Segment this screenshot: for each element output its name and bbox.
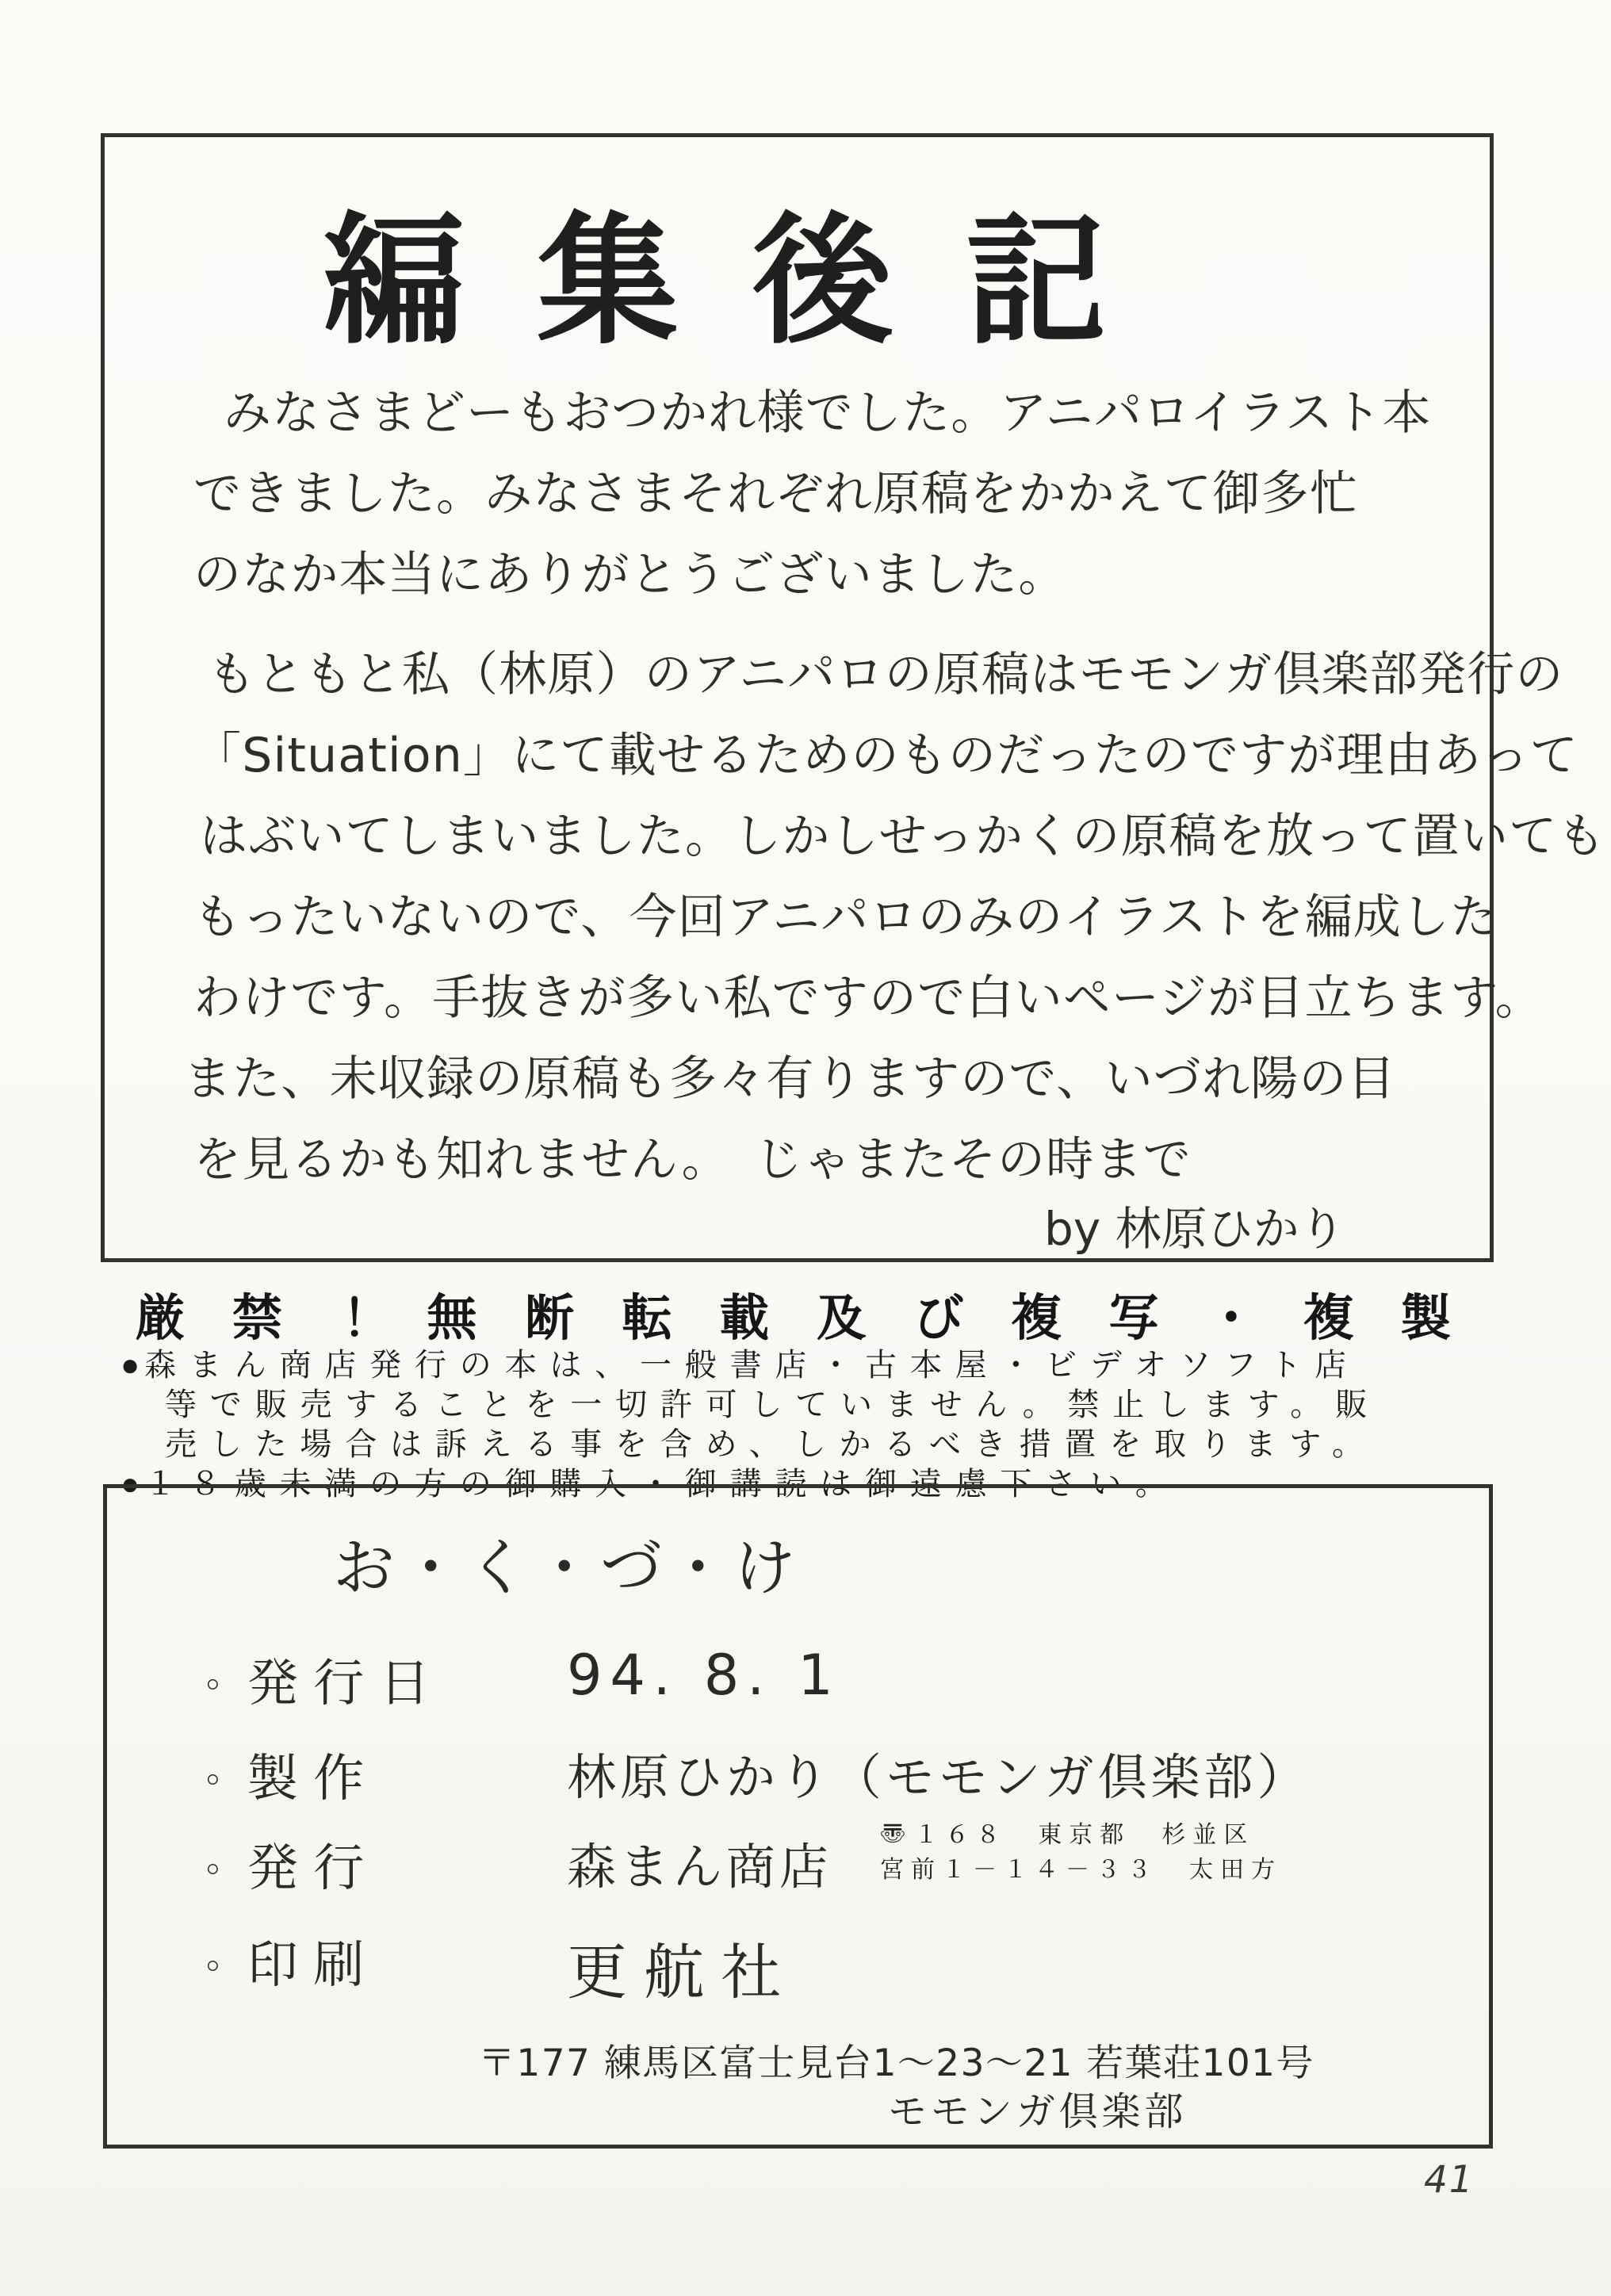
afterword-paragraph2-line: わけです。手抜きが多い私ですので白いページが目立ちます。 bbox=[193, 970, 1544, 1026]
colophon-label: 発行日 bbox=[247, 1655, 446, 1713]
afterword-paragraph1-line: みなさまどーもおつかれ様でした。アニパロイラスト本 bbox=[224, 385, 1431, 441]
circle-name: モモンガ倶楽部 bbox=[888, 2089, 1188, 2134]
colophon-value: 森まん商店 bbox=[567, 1838, 832, 1896]
row-marker-icon: 。 bbox=[206, 1652, 243, 1695]
afterword-signature: by 林原ひかり bbox=[1044, 1202, 1345, 1256]
colophon-label: 製作 bbox=[247, 1750, 380, 1808]
afterword-paragraph2-line: を見るかも知れません。 じゃまたその時まで bbox=[193, 1132, 1192, 1188]
notice-line bbox=[165, 1426, 1377, 1462]
publisher-address-line: 宮前１－１４－３３ 太田方 bbox=[880, 1857, 1282, 1883]
postal-mark-icon: 〠 bbox=[880, 1820, 909, 1848]
notice-text: １８歳未満の方の御購入・御講読は御遠慮下さい。 bbox=[144, 1466, 1181, 1502]
colophon-value: 林原ひかり（モモンガ倶楽部） bbox=[567, 1748, 1311, 1806]
notice-line bbox=[165, 1389, 1380, 1421]
colophon-value: 94. 8. 1 bbox=[567, 1643, 841, 1708]
afterword-paragraph1-line: のなか本当にありがとうございました。 bbox=[193, 547, 1067, 603]
row-marker-icon: 。 bbox=[206, 1934, 243, 1976]
row-marker-icon: 。 bbox=[206, 1837, 243, 1880]
circle-address-line: 〒177 練馬区富士見台1〜23〜21 若葉荘101号 bbox=[478, 2042, 1314, 2085]
colophon-row-publication-date bbox=[206, 1643, 841, 1716]
notice-text: 等で販売することを一切許可していません。禁止します。販 bbox=[165, 1387, 1380, 1422]
notice-heading: 厳禁！無断転載及び複写・複製 bbox=[135, 1291, 1498, 1346]
afterword-title: 編集後記 bbox=[323, 197, 1181, 363]
row-marker-icon: 。 bbox=[206, 1747, 243, 1790]
colophon-row-printer bbox=[206, 1924, 798, 2007]
bullet-icon: ● bbox=[121, 1347, 140, 1383]
colophon-section bbox=[103, 1484, 1493, 2149]
colophon-row-production bbox=[206, 1738, 1311, 1811]
afterword-paragraph2-line: また、未収録の原稿も多々有りますので、いづれ陽の目 bbox=[184, 1051, 1396, 1107]
colophon-title: お・く・づ・け bbox=[333, 1533, 801, 1604]
colophon-label: 発行 bbox=[247, 1839, 380, 1898]
publisher-address bbox=[880, 1816, 1282, 1888]
afterword-paragraph1-line: できました。みなさまそれぞれ原稿をかかえて御多忙 bbox=[193, 466, 1358, 522]
afterword-paragraph2-line: もともと私（林原）のアニパロの原稿はモモンガ倶楽部発行の bbox=[208, 647, 1564, 702]
afterword-paragraph2-line: 「Situation」にて載せるためのものだったのですが理由あって bbox=[193, 728, 1579, 783]
colophon-value: 更航社 bbox=[567, 1937, 798, 2007]
bullet-icon: ● bbox=[121, 1466, 140, 1502]
notice-text: 売した場合は訴える事を含め、しかるべき措置を取ります。 bbox=[165, 1426, 1377, 1462]
afterword-paragraph2-line: はぶいてしまいました。しかしせっかくの原稿を放って置いても bbox=[200, 809, 1606, 864]
page-number: 41 bbox=[1424, 2158, 1475, 2202]
notice-line bbox=[121, 1349, 1360, 1381]
colophon-label: 印刷 bbox=[247, 1936, 380, 1995]
notice-text: 森まん商店発行の本は、一般書店・古本屋・ビデオソフト店 bbox=[144, 1347, 1360, 1383]
publisher-address-line bbox=[880, 1816, 1282, 1853]
colophon-row-publisher bbox=[206, 1820, 1282, 1900]
publisher-address-text: １６８ 東京都 杉並区 bbox=[914, 1822, 1255, 1848]
afterword-paragraph2-line: もったいないので、今回アニパロのみのイラストを編成した bbox=[193, 890, 1499, 945]
afterword-section bbox=[101, 133, 1606, 1262]
reproduction-notice bbox=[0, 1269, 1611, 1502]
